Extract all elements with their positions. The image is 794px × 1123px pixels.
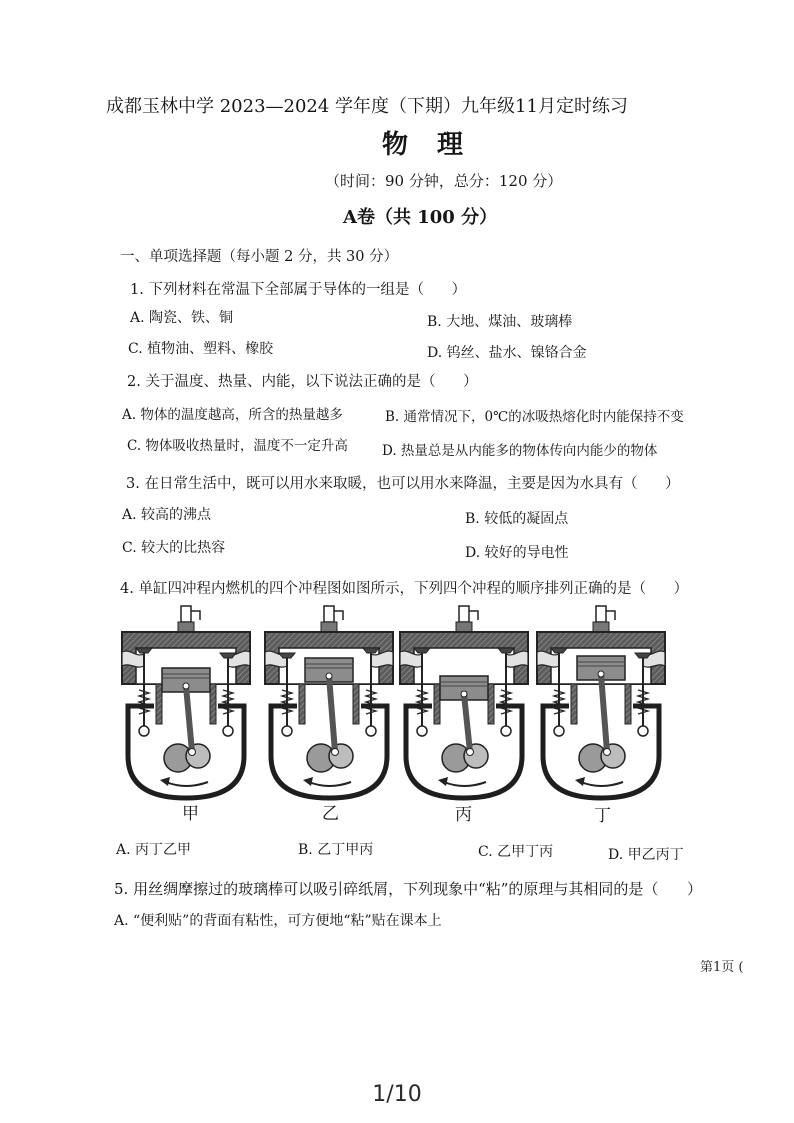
cylinder-wall-right: [625, 684, 631, 724]
rotation-arrow: [575, 777, 623, 786]
connecting-rod: [183, 683, 196, 756]
q1-option-a: A. 陶瓷、铁、铜: [130, 310, 234, 326]
q3-option-a: A. 较高的沸点: [122, 507, 212, 523]
spark-plug: [456, 606, 478, 632]
q1-option-b: B. 大地、煤油、玻璃棒: [427, 314, 573, 330]
q1-stem: 1. 下列材料在常温下全部属于导体的一组是（ ）: [130, 282, 467, 298]
cylinder-wall-right: [210, 684, 216, 724]
rotation-arrow: [303, 777, 351, 786]
rotation-arrow: [160, 777, 208, 786]
cylinder-wall-right: [353, 684, 359, 724]
page-indicator: 1/10: [372, 1082, 422, 1107]
cam: [366, 726, 376, 736]
figure-label-ding: 丁: [594, 806, 611, 826]
connecting-rod: [326, 673, 339, 756]
q2-option-c: C. 物体吸收热量时，温度不一定升高: [127, 438, 348, 454]
q3-option-d: D. 较好的导电性: [465, 545, 569, 561]
cylinder-wall-right: [488, 684, 494, 724]
cam: [417, 726, 427, 736]
figure-label-bing: 丙: [455, 805, 472, 825]
crankshaft: [442, 744, 488, 772]
school-title: 成都玉林中学 2023—2024 学年度（下期）九年级11月定时练习: [106, 96, 628, 117]
cylinder-wall-left: [434, 684, 440, 724]
crankshaft: [579, 744, 625, 772]
q5-stem: 5. 用丝绸摩擦过的玻璃棒可以吸引碎纸屑，下列现象中“粘”的原理与其相同的是（ ）: [114, 880, 703, 898]
crankshaft: [307, 744, 353, 772]
cam: [282, 726, 292, 736]
figure-label-jia: 甲: [182, 804, 199, 824]
cylinder-wall-left: [156, 684, 162, 724]
q4-option-c: C. 乙甲丁丙: [478, 844, 554, 860]
q1-option-c: C. 植物油、塑料、橡胶: [128, 341, 274, 357]
section-title: A卷（共 100 分）: [343, 207, 498, 228]
cam: [501, 726, 511, 736]
q1-option-d: D. 钨丝、盐水、镍铬合金: [427, 345, 587, 361]
engine-diagram-bing: [400, 606, 528, 798]
q2-option-b: B. 通常情况下，0℃的冰吸热熔化时内能保持不变: [385, 409, 684, 425]
part-title: 一、单项选择题（每小题 2 分，共 30 分）: [120, 249, 399, 265]
cam: [139, 726, 149, 736]
q2-option-a: A. 物体的温度越高，所含的热量越多: [122, 407, 343, 423]
spark-plug: [178, 606, 200, 632]
engine-diagram-yi: [265, 606, 393, 798]
q5-option-a: A. “便利贴”的背面有粘性，可方便地“粘”贴在课本上: [114, 913, 442, 929]
q3-option-b: B. 较低的凝固点: [465, 511, 569, 527]
q4-option-b: B. 乙丁甲丙: [298, 842, 374, 858]
q3-stem: 3. 在日常生活中，既可以用水来取暖，也可以用水来降温，主要是因为水具有（ ）: [126, 476, 680, 492]
cam: [638, 726, 648, 736]
engine-diagram-jia: [122, 606, 250, 798]
engine-diagram-ding: [537, 606, 665, 798]
engine-stroke-diagrams: [110, 602, 670, 802]
cylinder-wall-left: [299, 684, 305, 724]
q2-option-d: D. 热量总是从内能多的物体传向内能少的物体: [382, 443, 658, 459]
q2-stem: 2. 关于温度、热量、内能，以下说法正确的是（ ）: [127, 374, 478, 390]
exam-time-info: （时间：90 分钟，总分：120 分）: [325, 172, 563, 190]
q4-option-a: A. 丙丁乙甲: [116, 842, 192, 858]
page-number-label: 第1页 (: [700, 960, 744, 975]
spark-plug: [593, 606, 615, 632]
rotation-arrow: [438, 777, 486, 786]
q4-option-d: D. 甲乙丙丁: [608, 847, 684, 863]
q3-option-c: C. 较大的比热容: [122, 540, 226, 556]
cam: [223, 726, 233, 736]
cylinder-wall-left: [571, 684, 577, 724]
subject-title: 物 理: [382, 130, 474, 160]
q4-stem: 4. 单缸四冲程内燃机的四个冲程图如图所示，下列四个冲程的顺序排列正确的是（ ）: [120, 581, 689, 597]
figure-label-yi: 乙: [322, 804, 339, 824]
spark-plug: [321, 606, 343, 632]
crankshaft: [164, 744, 210, 772]
cam: [554, 726, 564, 736]
